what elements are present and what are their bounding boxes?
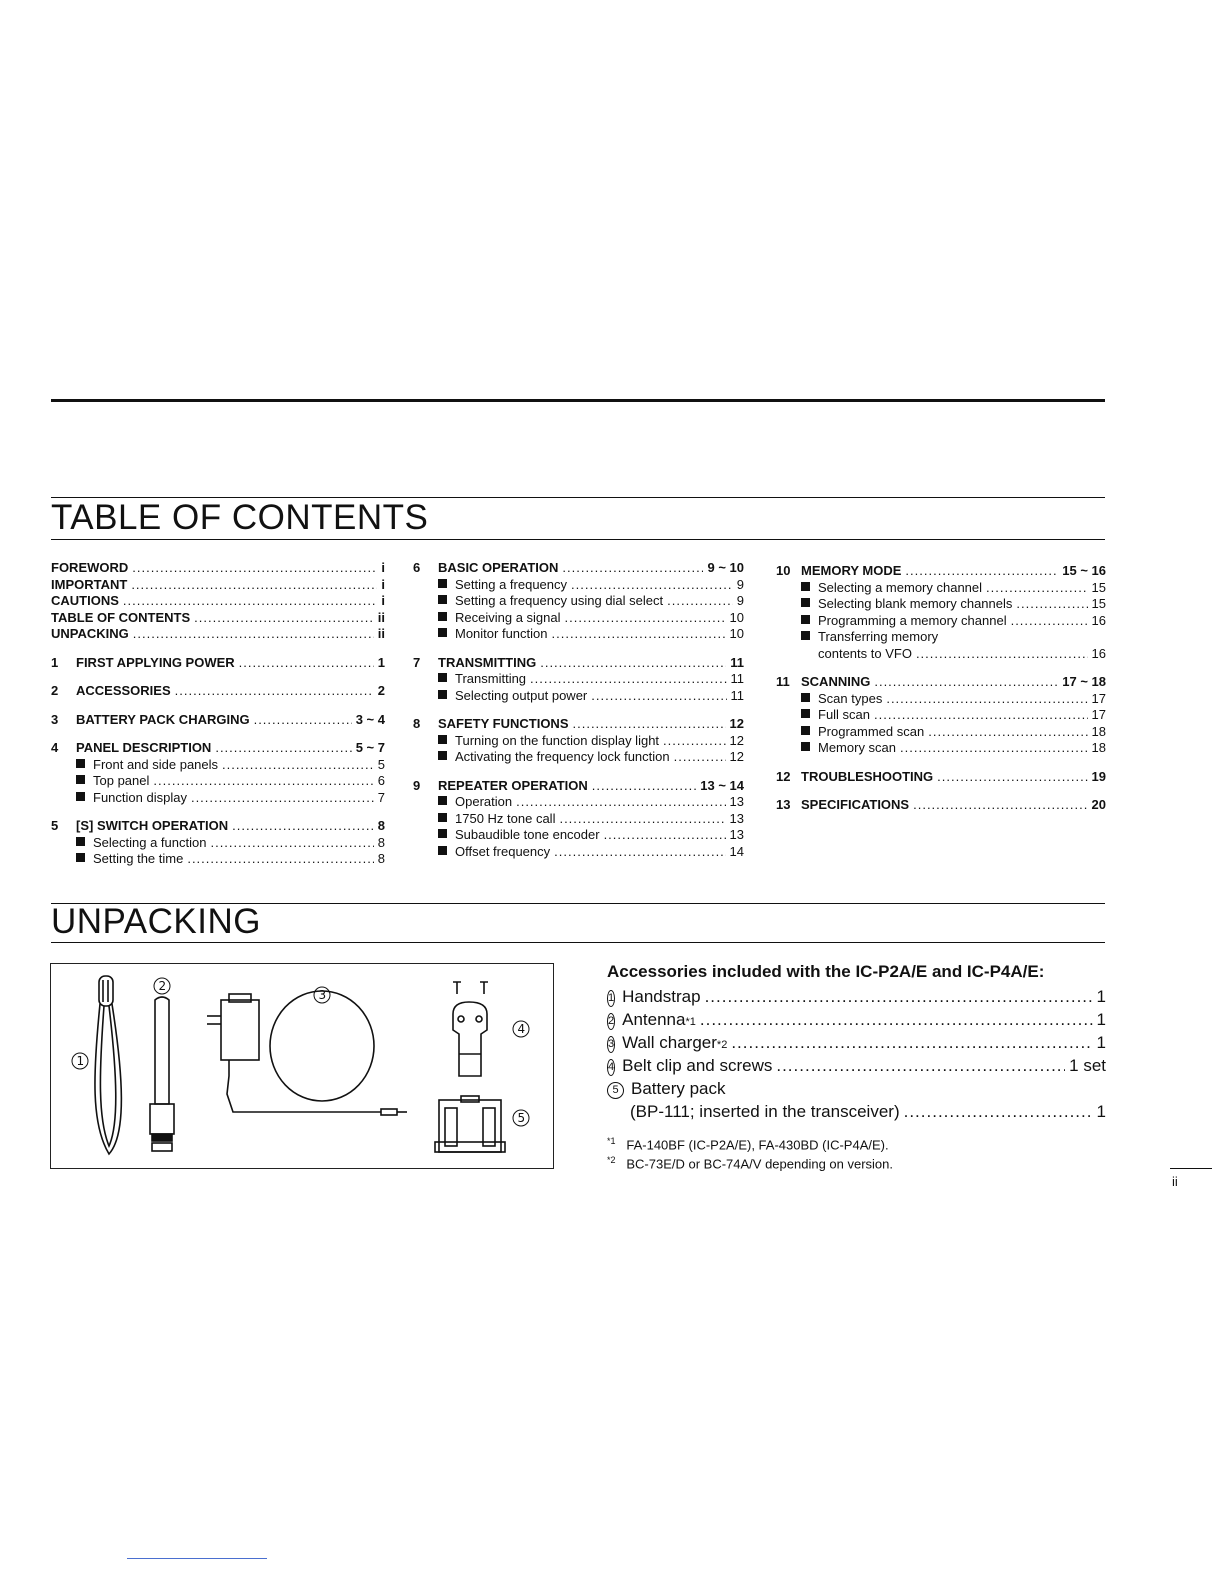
toc-entry-title: ACCESSORIES [76,683,171,698]
toc-heading: TABLE OF CONTENTS [51,498,429,537]
bullet-square-icon [438,673,447,682]
toc-entry-number: 8 [413,716,421,731]
leader-dots [133,626,374,643]
toc-entry-page: 10 [729,609,744,625]
toc-entry [51,851,385,868]
bullet-square-icon [438,813,447,822]
toc-entry [51,790,385,807]
leader-dots [552,626,726,643]
leader-dots [153,773,373,790]
callout-4-label: 4 [517,1022,526,1036]
toc-entry-page: 8 [377,818,385,833]
footnote-1-mark: *1 [607,1136,616,1146]
toc-subentry-title: Setting a frequency [455,576,568,592]
leader-dots [663,733,725,750]
accessory-label: Wall charger [622,1033,717,1052]
toc-entry-page: 5 [377,756,385,772]
toc-entry-number: 5 [51,818,59,833]
accessory-item-continuation [607,1100,1106,1123]
accessories-title: Accessories included with the IC-P2A/E and IC-P4A/E: [607,962,1045,981]
toc-entry-page: 16 [1091,645,1106,661]
accessory-label: Antenna [622,1010,686,1029]
toc-entry-page: 12 [729,749,744,764]
accessories-illustration [50,963,554,1169]
unpacking-heading-rule-bottom [51,942,1105,943]
leader-dots [731,1031,1092,1054]
toc-entry [413,560,744,577]
toc-entry-page: 13 [729,810,744,826]
leader-dots [210,835,373,852]
footnote-2 [607,1155,893,1171]
toc-subentry-title: Offset frequency [455,843,551,859]
toc-entry [776,563,1106,580]
toc-entry-page: ii [377,626,385,641]
accessory-footnote-mark: *1 [685,1016,696,1028]
leader-dots [986,580,1088,597]
toc-entry [776,740,1106,757]
leader-dots [562,560,703,577]
leader-dots [1011,613,1088,630]
toc-entry [51,626,385,643]
bullet-square-icon [438,735,447,744]
bullet-square-icon [76,837,85,846]
leader-dots [592,778,696,795]
leader-dots [700,1008,1093,1031]
toc-subentry-title: Full scan [818,707,871,722]
toc-subentry-title: Receiving a signal [455,609,561,625]
toc-entry-page: 15 [1091,579,1106,595]
accessory-label: Belt clip and screws [622,1056,773,1075]
leader-dots [674,749,726,766]
toc-entry [51,712,385,729]
bullet-square-icon [438,846,447,855]
leader-dots [516,794,725,811]
toc-entry-page: i [381,593,385,608]
leader-dots [874,674,1058,691]
toc-subentry-title: Operation [455,794,513,809]
leader-dots [559,811,725,828]
wall-charger-drawing [207,991,407,1115]
leader-dots [705,985,1093,1008]
footnote-1 [607,1136,889,1152]
toc-entry-page: 2 [377,683,385,698]
toc-entry [776,580,1106,597]
leader-dots [904,1100,1093,1123]
toc-entry-title: SPECIFICATIONS [801,797,910,812]
leader-dots [175,683,374,700]
toc-entry [776,691,1106,708]
toc-entry [413,733,744,750]
toc-entry [776,724,1106,741]
toc-entry-title: FIRST APPLYING POWER [76,654,235,670]
toc-entry [776,707,1106,724]
accessory-quantity: 1 [1096,987,1106,1006]
leader-dots [776,1054,1065,1077]
leader-dots [565,610,726,627]
toc-entry [413,778,744,795]
toc-entry [413,749,744,766]
toc-entry-page: 5 ~ 7 [355,740,385,755]
toc-entry [413,716,744,733]
toc-entry [413,794,744,811]
battery-pack-drawing [435,1096,505,1152]
toc-entry-page: ii [377,609,385,625]
leader-dots [591,688,726,705]
toc-subentry-title: Programming a memory channel [818,612,1007,628]
toc-entry-page: 14 [729,843,744,859]
bullet-square-icon [438,595,447,604]
bullet-square-icon [801,693,810,702]
bullet-square-icon [76,759,85,768]
leader-dots [232,818,374,835]
toc-entry [776,613,1106,630]
handstrap-drawing [95,976,121,1154]
toc-entry-title: [S] SWITCH OPERATION [76,818,229,833]
toc-entry-page: 17 ~ 18 [1062,674,1106,689]
leader-dots [928,724,1087,741]
leader-dots [239,655,374,672]
toc-entry-number: 3 [51,711,59,727]
toc-entry-page: 16 [1091,612,1106,628]
toc-entry [413,655,744,672]
toc-entry-title: TROUBLESHOOTING [801,768,934,784]
toc-entry-number: 4 [51,740,59,755]
toc-entry-page: 7 [377,789,385,805]
toc-entry-page: 9 ~ 10 [707,560,744,575]
toc-subentry-title: Transmitting [455,671,527,686]
bullet-square-icon [438,690,447,699]
toc-subentry-title: Programmed scan [818,723,925,739]
leader-dots [916,646,1088,663]
leader-dots [573,716,726,733]
toc-entry-title: CAUTIONS [51,593,119,608]
toc-entry [413,844,744,861]
toc-entry [413,577,744,594]
toc-subentry-title: Monitor function [455,626,548,641]
toc-entry-title: SAFETY FUNCTIONS [438,716,569,731]
toc-entry [413,827,744,844]
toc-entry [413,671,744,688]
toc-subentry-title: Memory scan [818,740,897,755]
leader-dots [131,577,377,594]
toc-entry-title: BASIC OPERATION [438,560,559,575]
toc-entry [413,610,744,627]
toc-entry-page: 11 [730,671,744,686]
toc-entry [776,797,1106,814]
top-rule [51,399,1105,402]
toc-entry-title: MEMORY MODE [801,563,902,578]
toc-entry-page: 18 [1091,740,1106,755]
toc-entry-title: FOREWORD [51,560,129,575]
toc-entry-page: 12 [729,716,744,731]
toc-subentry-title: Selecting a function [93,834,207,850]
toc-entry [51,577,385,594]
leader-dots [874,707,1088,724]
callout-5-label: 5 [517,1111,526,1125]
bullet-square-icon [801,582,810,591]
leader-dots [191,790,374,807]
bullet-square-icon [76,853,85,862]
leader-dots [913,797,1087,814]
toc-subentry-title: Scan types [818,690,883,706]
toc-heading-rule-bottom [51,539,1105,540]
toc-entry-page: 15 ~ 16 [1062,563,1106,578]
toc-subentry-title: Selecting output power [455,687,588,703]
leader-dots [886,691,1087,708]
toc-entry-page: 9 [736,576,744,592]
toc-entry [51,655,385,672]
leader-dots [1016,596,1087,613]
toc-entry-page: i [381,560,385,575]
callout-3-label: 3 [318,988,327,1002]
bottom-blue-line [127,1558,267,1559]
toc-subentry-title: Selecting a memory channel [818,579,983,595]
toc-column-3 [776,563,1106,814]
toc-entry-continuation [776,646,1106,663]
bullet-square-icon [76,775,85,784]
toc-entry-page: 17 [1091,690,1106,706]
toc-subentry-title: Top panel [93,773,150,788]
accessory-quantity: 1 [1096,1033,1106,1052]
toc-subentry-title: Transferring memory [818,629,939,644]
toc-entry-page: 10 [729,626,744,641]
leader-dots [123,593,377,610]
toc-entry [413,626,744,643]
callout-1-label: 1 [76,1054,85,1068]
callout-1 [72,1053,88,1069]
toc-entry-page: 13 [729,827,744,842]
leader-dots [194,610,374,627]
accessory-item [607,1031,1106,1054]
toc-entry [51,818,385,835]
toc-entry-page: 3 ~ 4 [355,711,385,727]
toc-entry-page: i [381,576,385,592]
bullet-square-icon [438,628,447,637]
toc-subentry-title: Subaudible tone encoder [455,827,600,842]
toc-entry-page: 13 ~ 14 [700,777,744,793]
accessory-label: Handstrap [622,987,701,1006]
toc-entry [413,811,744,828]
toc-entry-page: 19 [1091,768,1106,784]
bullet-square-icon [801,709,810,718]
toc-entry-page: 9 [736,593,744,608]
callout-5 [513,1110,529,1126]
toc-entry-title: TABLE OF CONTENTS [51,609,191,625]
toc-entry-number: 6 [413,560,421,575]
leader-dots [222,757,374,774]
bullet-square-icon [438,612,447,621]
toc-entry-number: 13 [776,797,791,812]
toc-entry-title: BATTERY PACK CHARGING [76,711,250,727]
leader-dots [905,563,1058,580]
belt-clip-drawing [453,982,488,1076]
toc-entry [413,593,744,610]
footnote-2-mark: *2 [607,1155,616,1165]
bullet-square-icon [438,751,447,760]
toc-entry-number: 10 [776,563,791,578]
callout-2-label: 2 [158,979,167,993]
bullet-square-icon [801,598,810,607]
toc-entry-page: 12 [729,732,744,748]
bullet-square-icon [801,726,810,735]
toc-entry-title: REPEATER OPERATION [438,777,588,793]
accessory-label: Battery pack [631,1079,726,1098]
leader-dots [254,712,352,729]
toc-entry-page: 20 [1091,797,1106,812]
toc-entry-page: 18 [1091,723,1106,739]
toc-entry [51,593,385,610]
toc-entry-page: 6 [377,773,385,788]
accessories-drawing [51,964,553,1168]
toc-subentry-title: Setting a frequency using dial select [455,593,664,608]
accessory-item [607,1054,1106,1077]
toc-subentry-title: Function display [93,789,187,805]
callout-2 [154,978,170,994]
toc-entry-page: 11 [730,654,744,670]
toc-entry [51,740,385,757]
toc-entry [51,835,385,852]
page-number-rule [1170,1168,1212,1169]
toc-entry [51,757,385,774]
bullet-square-icon [76,792,85,801]
toc-entry-page: 8 [377,834,385,850]
toc-entry-page: 15 [1091,596,1106,611]
toc-entry-number: 1 [51,654,59,670]
toc-entry-page: 1 [377,654,385,670]
circled-number: 3 [607,1036,615,1053]
accessory-quantity: 1 set [1069,1056,1106,1075]
toc-entry-title: SCANNING [801,674,871,689]
accessory-item [607,985,1106,1008]
toc-entry [51,773,385,790]
bullet-square-icon [438,829,447,838]
page-number: ii [1172,1174,1178,1189]
leader-dots [604,827,726,844]
leader-dots [900,740,1088,757]
toc-entry-number: 12 [776,768,791,784]
toc-entry [413,688,744,705]
toc-entry-title: TRANSMITTING [438,654,537,670]
leader-dots [571,577,733,594]
circled-number: 4 [607,1059,615,1076]
circled-number: 1 [607,990,615,1007]
toc-entry [776,629,1106,646]
accessory-item [607,1077,1106,1100]
footnote-1-text: FA-140BF (IC-P2A/E), FA-430BD (IC-P4A/E). [626,1137,889,1153]
bullet-square-icon [438,579,447,588]
bullet-square-icon [438,796,447,805]
toc-subentry-title: 1750 Hz tone call [455,810,556,826]
accessory-item [607,1008,1106,1031]
toc-column-1 [51,560,385,868]
bullet-square-icon [801,615,810,624]
toc-subentry-title: Activating the frequency lock function [455,749,670,764]
callout-3 [314,987,330,1003]
leader-dots [187,851,373,868]
toc-entry [776,769,1106,786]
toc-entry [51,560,385,577]
circled-number: 5 [607,1082,624,1099]
callout-4 [513,1021,529,1037]
toc-entry-title: UNPACKING [51,626,129,641]
toc-subentry-title: Front and side panels [93,756,219,772]
leader-dots [132,560,377,577]
leader-dots [540,655,726,672]
circled-number: 2 [607,1013,615,1030]
bullet-square-icon [801,631,810,640]
toc-entry-title: IMPORTANT [51,576,128,592]
accessory-footnote-mark: *2 [716,1039,728,1051]
leader-dots [215,740,351,757]
footnote-2-text: BC-73E/D or BC-74A/V depending on version. [626,1156,894,1172]
toc-entry-title: PANEL DESCRIPTION [76,740,212,755]
toc-entry-page: 11 [730,687,744,703]
toc-entry [776,596,1106,613]
leader-dots [667,593,733,610]
toc-entry-number: 11 [776,674,790,689]
leader-dots [554,844,725,861]
toc-entry [51,610,385,627]
accessory-quantity: 1 [1096,1010,1106,1029]
toc-column-2 [413,560,744,860]
toc-entry [776,674,1106,691]
antenna-drawing [150,997,174,1151]
bullet-square-icon [801,742,810,751]
unpacking-heading: UNPACKING [51,902,261,941]
toc-entry-number: 9 [413,777,421,793]
toc-entry-number: 2 [51,683,59,698]
toc-entry-page: 13 [729,794,744,809]
toc-subentry-title: Turning on the function display light [455,732,660,748]
toc-entry [51,683,385,700]
toc-subentry-continuation: contents to VFO [818,645,912,661]
leader-dots [530,671,726,688]
toc-entry-number: 7 [413,654,421,670]
leader-dots [937,769,1087,786]
toc-entry-page: 17 [1091,707,1106,722]
toc-subentry-title: Selecting blank memory channels [818,596,1013,611]
accessory-quantity: 1 [1096,1102,1106,1121]
toc-subentry-title: Setting the time [93,851,184,866]
accessories-list [607,985,1106,1123]
toc-entry-page: 8 [377,851,385,866]
accessory-label-continuation: (BP-111; inserted in the transceiver) [630,1102,900,1121]
